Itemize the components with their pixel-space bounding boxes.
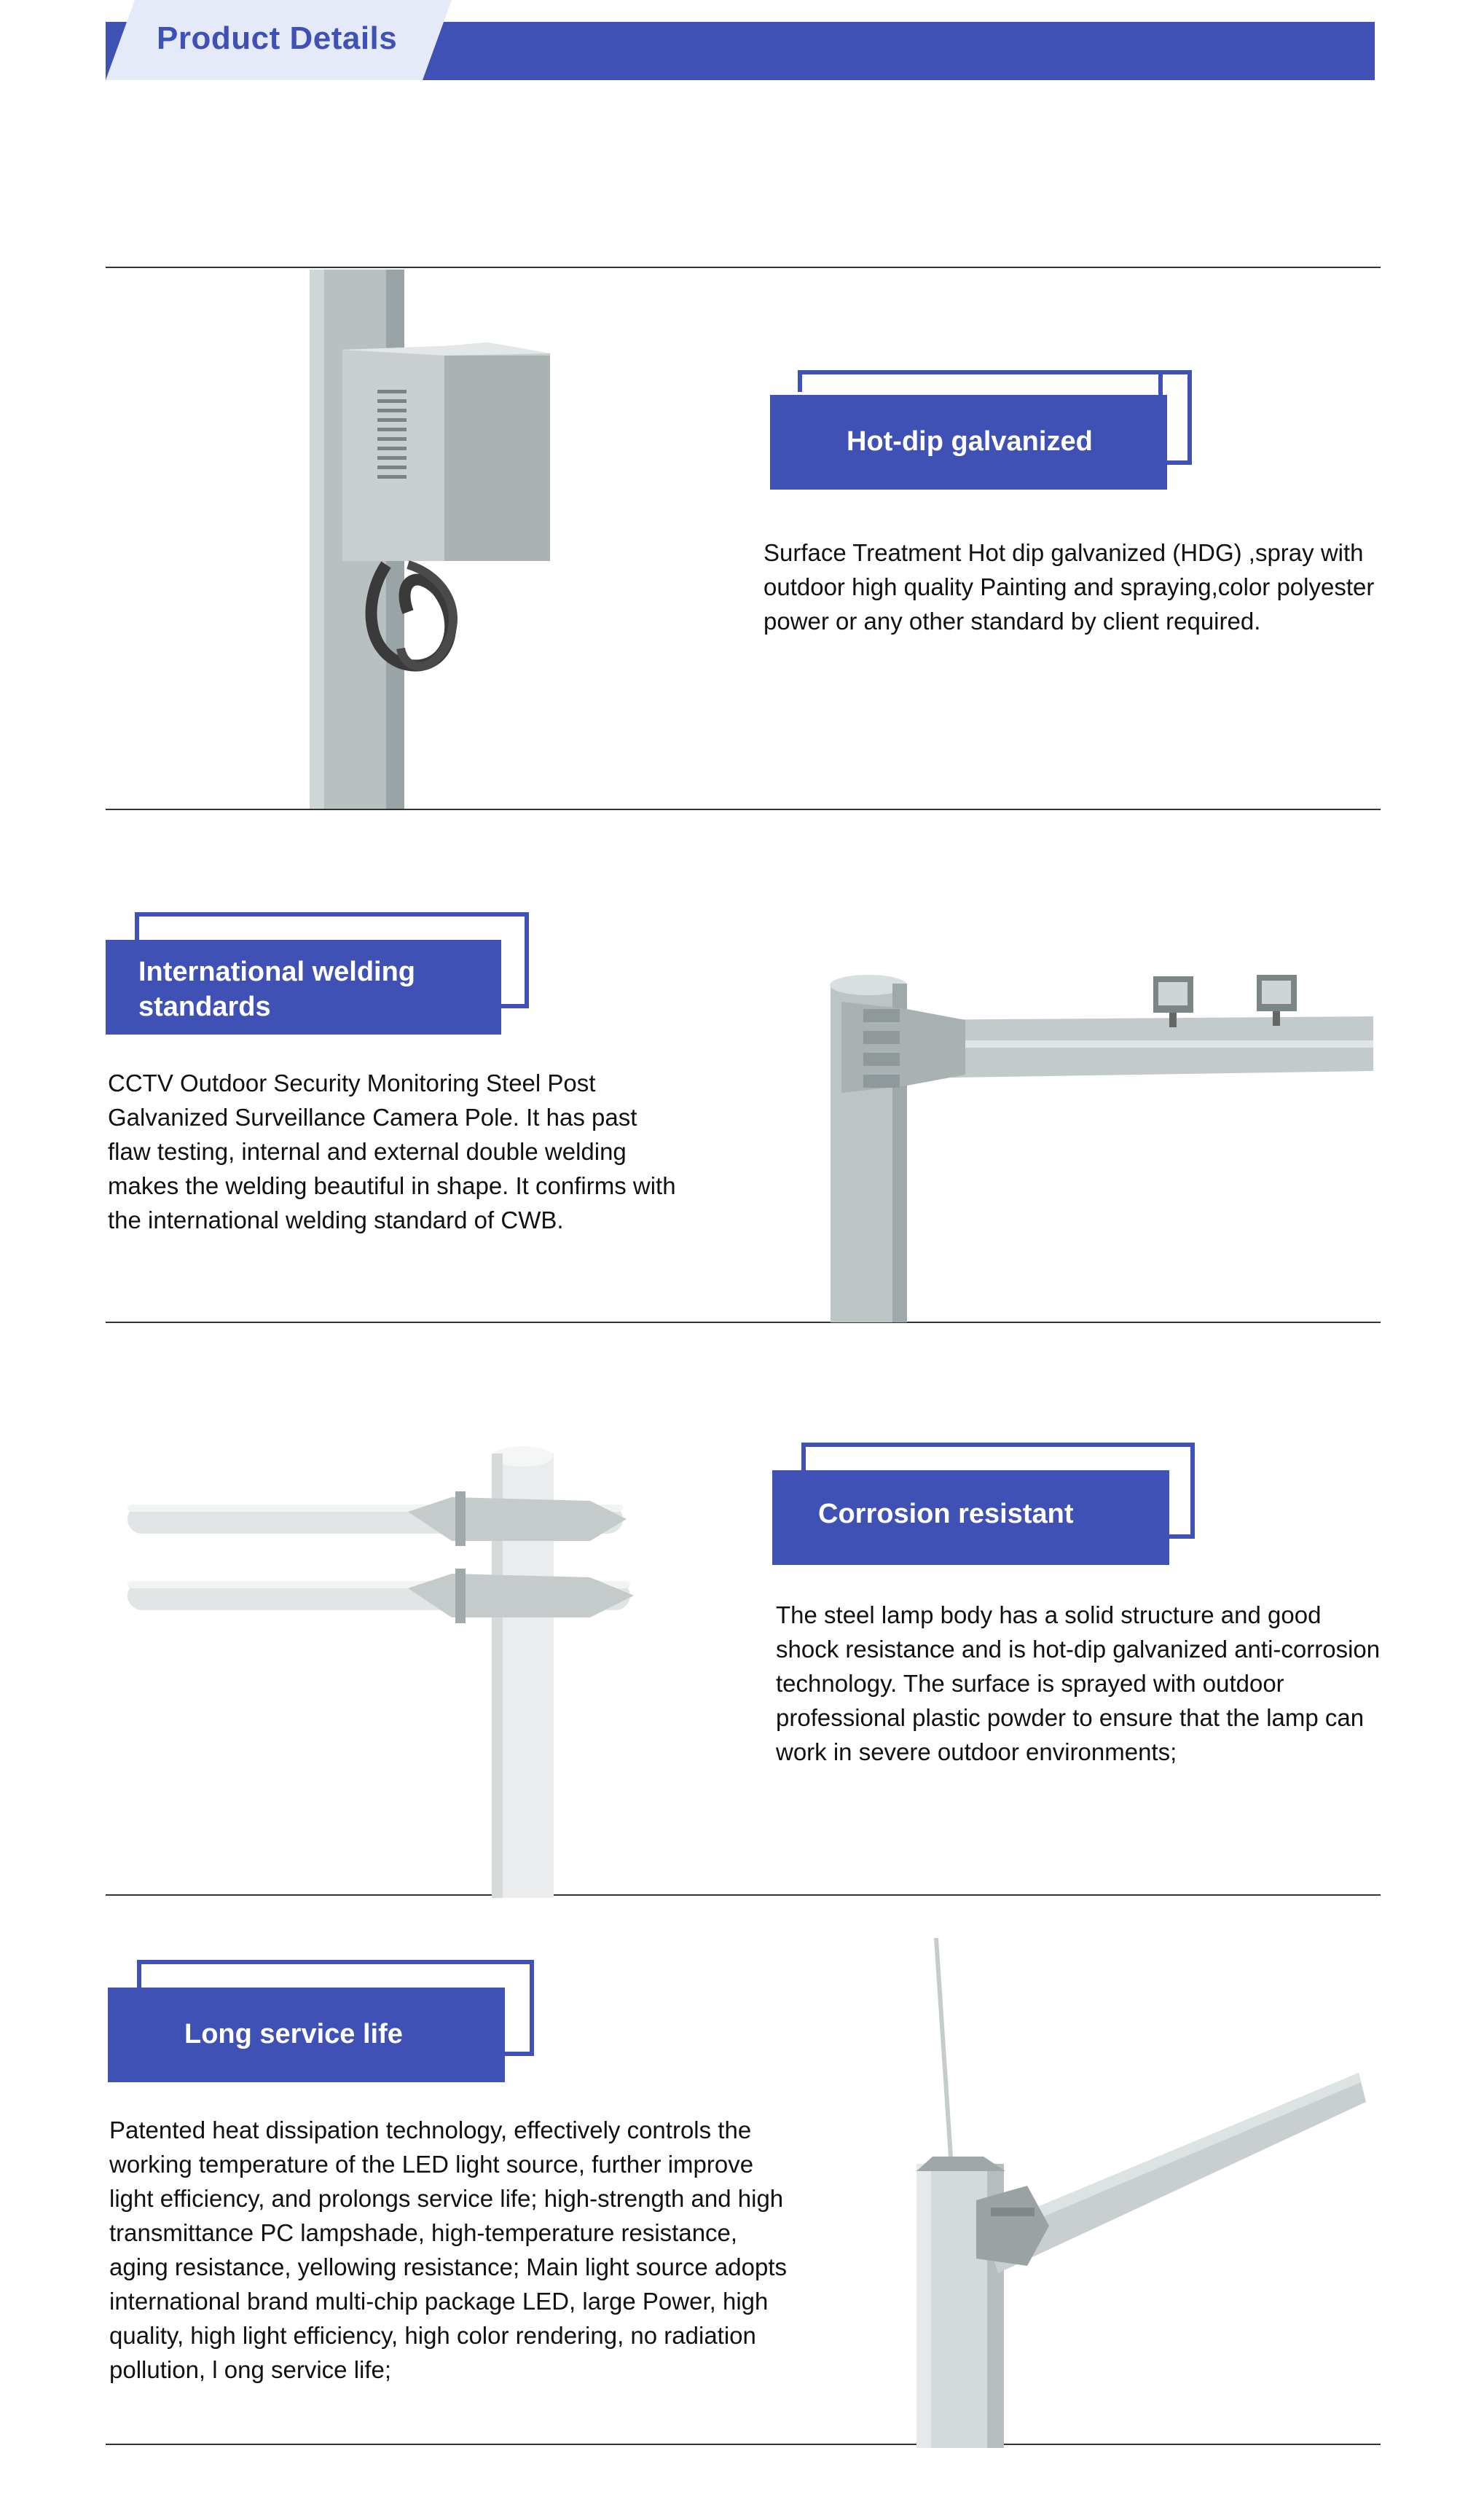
label-frame-corner (135, 912, 139, 940)
label-frame-corner (801, 1443, 806, 1470)
label-frame-bottom (498, 1004, 529, 1008)
page-title: Product Details (157, 20, 398, 56)
section-description: Surface Treatment Hot dip galvanized (HDG) ,spray with outdoor high quality Painting and spraying,color polyester power or any other standard by client required. (763, 539, 1375, 635)
divider (106, 267, 1381, 268)
label-frame-corner (798, 370, 802, 392)
label-frame-top (135, 912, 528, 917)
welded-crossarm-pole-image (820, 947, 1381, 1322)
section-label: Corrosion resistant (772, 1470, 1169, 1565)
tilted-arm-pole-image (903, 1938, 1373, 2448)
label-frame-corner (137, 1960, 141, 1988)
label-frame-side (1190, 1443, 1195, 1539)
lightning-rod (936, 1938, 951, 2157)
section-description: The steel lamp body has a solid structure and good shock resistance and is hot-dip galvanized anti-corrosion technology. The surface is sprayed with outdoor professional plastic powder to ensure that the lamp can work in severe outdoor environments; (776, 1601, 1381, 1765)
label-frame-side (530, 1960, 534, 2056)
label-frame-top (137, 1960, 534, 1964)
section-label: Long service life (108, 1988, 505, 2082)
pole-junction-box-image (277, 270, 583, 809)
double-arm-pole-image (124, 1439, 634, 1898)
section-label: International welding standards (106, 940, 501, 1035)
label-frame-side (525, 912, 529, 1008)
divider (106, 809, 1381, 810)
label-frame-bottom (503, 2052, 534, 2056)
section-description: CCTV Outdoor Security Monitoring Steel Post Galvanized Surveillance Camera Pole. It has past flaw testing, internal and external double welding makes the welding beautiful in shape. It confirms with the international welding standard of CWB. (108, 1070, 676, 1233)
section-label: Hot-dip galvanized (770, 395, 1167, 490)
label-frame-top (801, 1443, 1195, 1447)
section-description: Patented heat dissipation technology, effectively controls the working temperature of the LED light source, further improve light efficiency, and prolongs service life; high-strength and high transmittance PC lampshade, high-temperature resistance, aging resistance, yellowing resistance; Main light source adopts international brand multi-chip package LED, large Power, high quality, high light efficiency, high color rendering, no radiation pollution, l ong service life; (109, 2116, 787, 2383)
